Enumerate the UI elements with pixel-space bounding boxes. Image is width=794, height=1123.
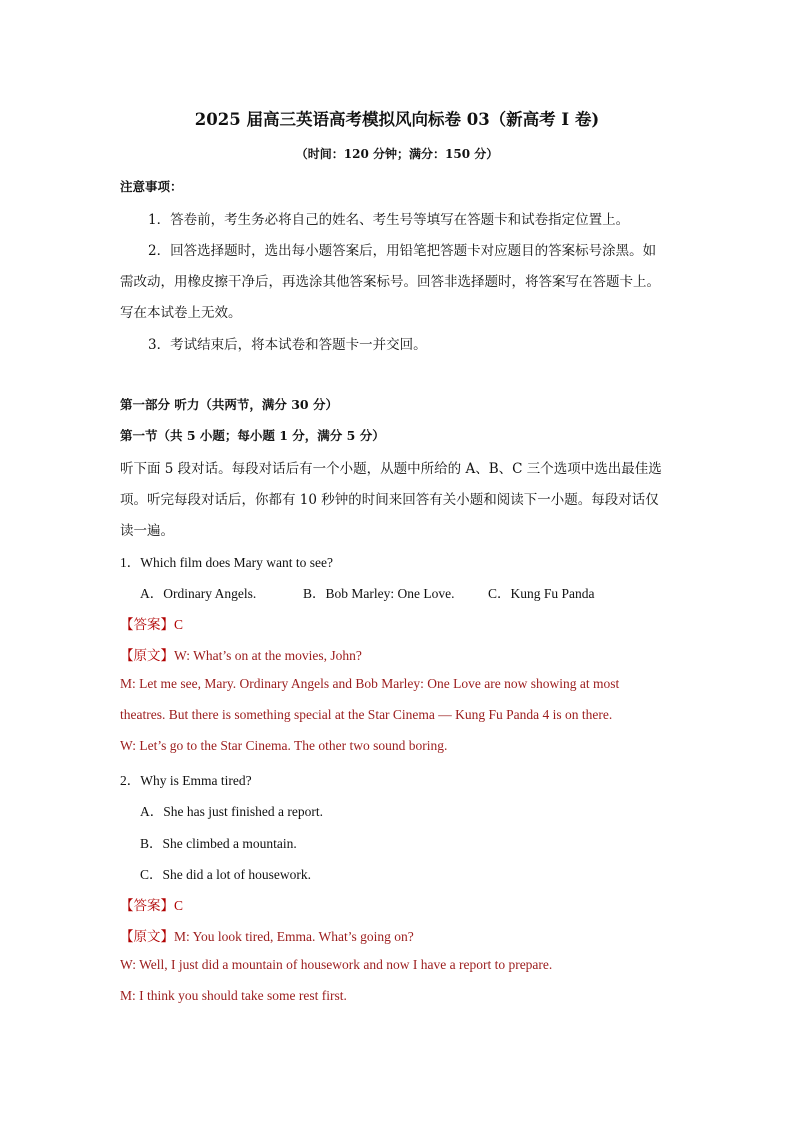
q1-option-a: A．Ordinary Angels. bbox=[140, 586, 257, 601]
q2-transcript-line-2: W: Well, I just did a mountain of housework and now I have a report to prepare. bbox=[120, 957, 553, 972]
q2-option-a: A．She has just finished a report. bbox=[140, 804, 323, 819]
part1-intro-line-2: 项。听完每段对话后，你都有 10 秒钟的时间来回答有关小题和阅读下一小题。每段对话仅 bbox=[120, 492, 659, 508]
q2-answer-value: C bbox=[174, 898, 184, 913]
q1-transcript-line-2: M: Let me see, Mary. Ordinary Angels and Bob Marley: One Love are now showing at most bbox=[120, 676, 620, 691]
q2-transcript-text-1: M: You look tired, Emma. What’s going on? bbox=[174, 929, 414, 944]
q2-option-b: B．She climbed a mountain. bbox=[140, 836, 297, 851]
q1-transcript-text-1: W: What’s on at the movies, John? bbox=[174, 648, 362, 663]
q2-answer bbox=[120, 894, 183, 914]
q1-transcript-line-4: W: Let’s go to the Star Cinema. The other two sound boring. bbox=[120, 738, 448, 753]
notice-item-1: 1．答卷前，考生务必将自己的姓名、考生号等填写在答题卡和试卷指定位置上。 bbox=[148, 212, 630, 228]
q1-question: 1．Which film does Mary want to see? bbox=[120, 555, 333, 570]
q1-answer-value: C bbox=[174, 617, 184, 632]
q2-question: 2．Why is Emma tired? bbox=[120, 773, 252, 788]
q2-transcript-tag: 【原文】 bbox=[120, 929, 174, 945]
notice-item-2-line-2: 需改动，用橡皮擦干净后，再选涂其他答案标号。回答非选择题时，将答案写在答题卡上。 bbox=[120, 274, 660, 290]
notice-item-3: 3．考试结束后，将本试卷和答题卡一并交回。 bbox=[148, 337, 427, 353]
q1-answer bbox=[120, 613, 183, 633]
exam-time-score: （时间：120 分钟；满分：150 分） bbox=[295, 147, 499, 161]
q1-transcript-line-3: theatres. But there is something special at the Star Cinema — Kung Fu Panda 4 is on there. bbox=[120, 707, 613, 722]
notice-heading: 注意事项： bbox=[120, 179, 183, 194]
notice-item-2-line-1: 2．回答选择题时，选出每小题答案后，用铅笔把答题卡对应题目的答案标号涂黑。如 bbox=[148, 243, 657, 259]
q2-answer-tag: 【答案】 bbox=[120, 898, 174, 914]
q2-transcript-line-3: M: I think you should take some rest first. bbox=[120, 988, 347, 1003]
notice-item-2-line-3: 写在本试卷上无效。 bbox=[120, 305, 242, 321]
part1-intro-line-1: 听下面 5 段对话。每段对话后有一个小题，从题中所给的 A、B、C 三个选项中选出最佳选 bbox=[120, 461, 662, 477]
part1-intro-line-3: 读一遍。 bbox=[120, 523, 174, 539]
page-title: 2025 届高三英语高考模拟风向标卷 03（新高考 I 卷) bbox=[194, 110, 600, 129]
q1-transcript-line-1 bbox=[120, 644, 362, 664]
q2-option-c: C．She did a lot of housework. bbox=[140, 867, 311, 882]
part1-heading: 第一部分 听力（共两节，满分 30 分） bbox=[120, 397, 338, 412]
section1-heading: 第一节（共 5 小题；每小题 1 分，满分 5 分） bbox=[120, 428, 385, 443]
q1-option-c: C．Kung Fu Panda bbox=[488, 586, 595, 601]
q1-transcript-tag: 【原文】 bbox=[120, 648, 174, 664]
q1-option-b: B．Bob Marley: One Love. bbox=[303, 586, 455, 601]
q1-answer-tag: 【答案】 bbox=[120, 617, 174, 633]
q2-transcript-line-1 bbox=[120, 925, 414, 945]
